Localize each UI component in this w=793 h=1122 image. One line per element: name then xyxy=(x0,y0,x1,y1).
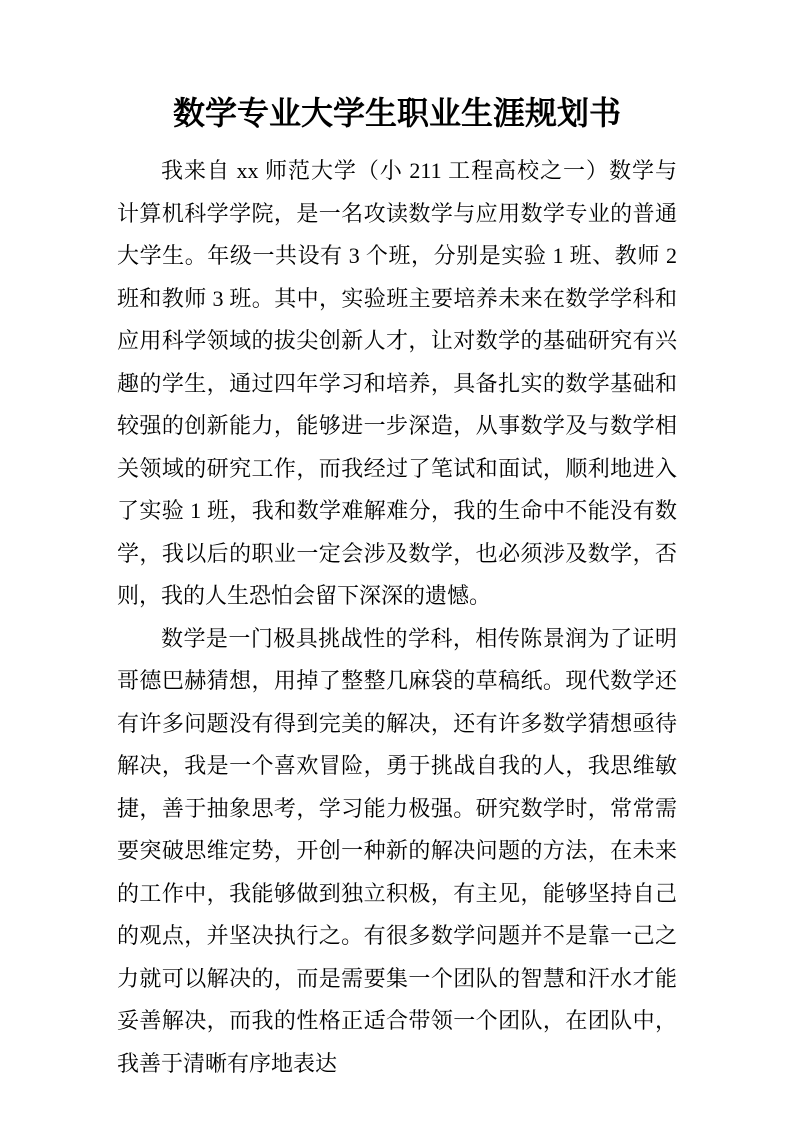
paragraph-math-challenge: 数学是一门极具挑战性的学科，相传陈景润为了证明哥德巴赫猜想，用掉了整整几麻袋的草稿纸。现代数学还有许多问题没有得到完美的解决，还有许多数学猜想亟待解决，我是一个喜欢冒险，勇于挑战自我的人，我思维敏捷，善于抽象思考，学习能力极强。研究数学时，常常需要突破思维定势，开创一种新的解决问题的方法，在未来的工作中，我能够做到独立积极，有主见，能够坚持自己的观点，并坚决执行之。有很多数学问题并不是靠一己之力就可以解决的，而是需要集一个团队的智慧和汗水才能妥善解决，而我的性格正适合带领一个团队，在团队中，我善于清晰有序地表达 xyxy=(117,625,677,1076)
document-title: 数学专业大学生职业生涯规划书 xyxy=(172,95,621,131)
paragraph-intro: 我来自 xx 师范大学（小 211 工程高校之一）数学与计算机科学学院，是一名攻读数学与应用数学专业的普通大学生。年级一共设有 3 个班，分别是实验 1 班、教师 2 班和教师 3 班。其中，实验班主要培养未来在数学学科和应用科学领域的拔尖创新人才，让对数学的基础研究有兴趣的学生，通过四年学习和培养，具备扎实的数学基础和较强的创新能力，能够进一步深造，从事数学及与数学相关领域的研究工作，而我经过了笔试和面试，顺利地进入了实验 1 班，我和数学难解难分，我的生命中不能没有数学，我以后的职业一定会涉及数学，也必须涉及数学，否则，我的人生恐怕会留下深深的遗憾。 xyxy=(117,158,677,608)
